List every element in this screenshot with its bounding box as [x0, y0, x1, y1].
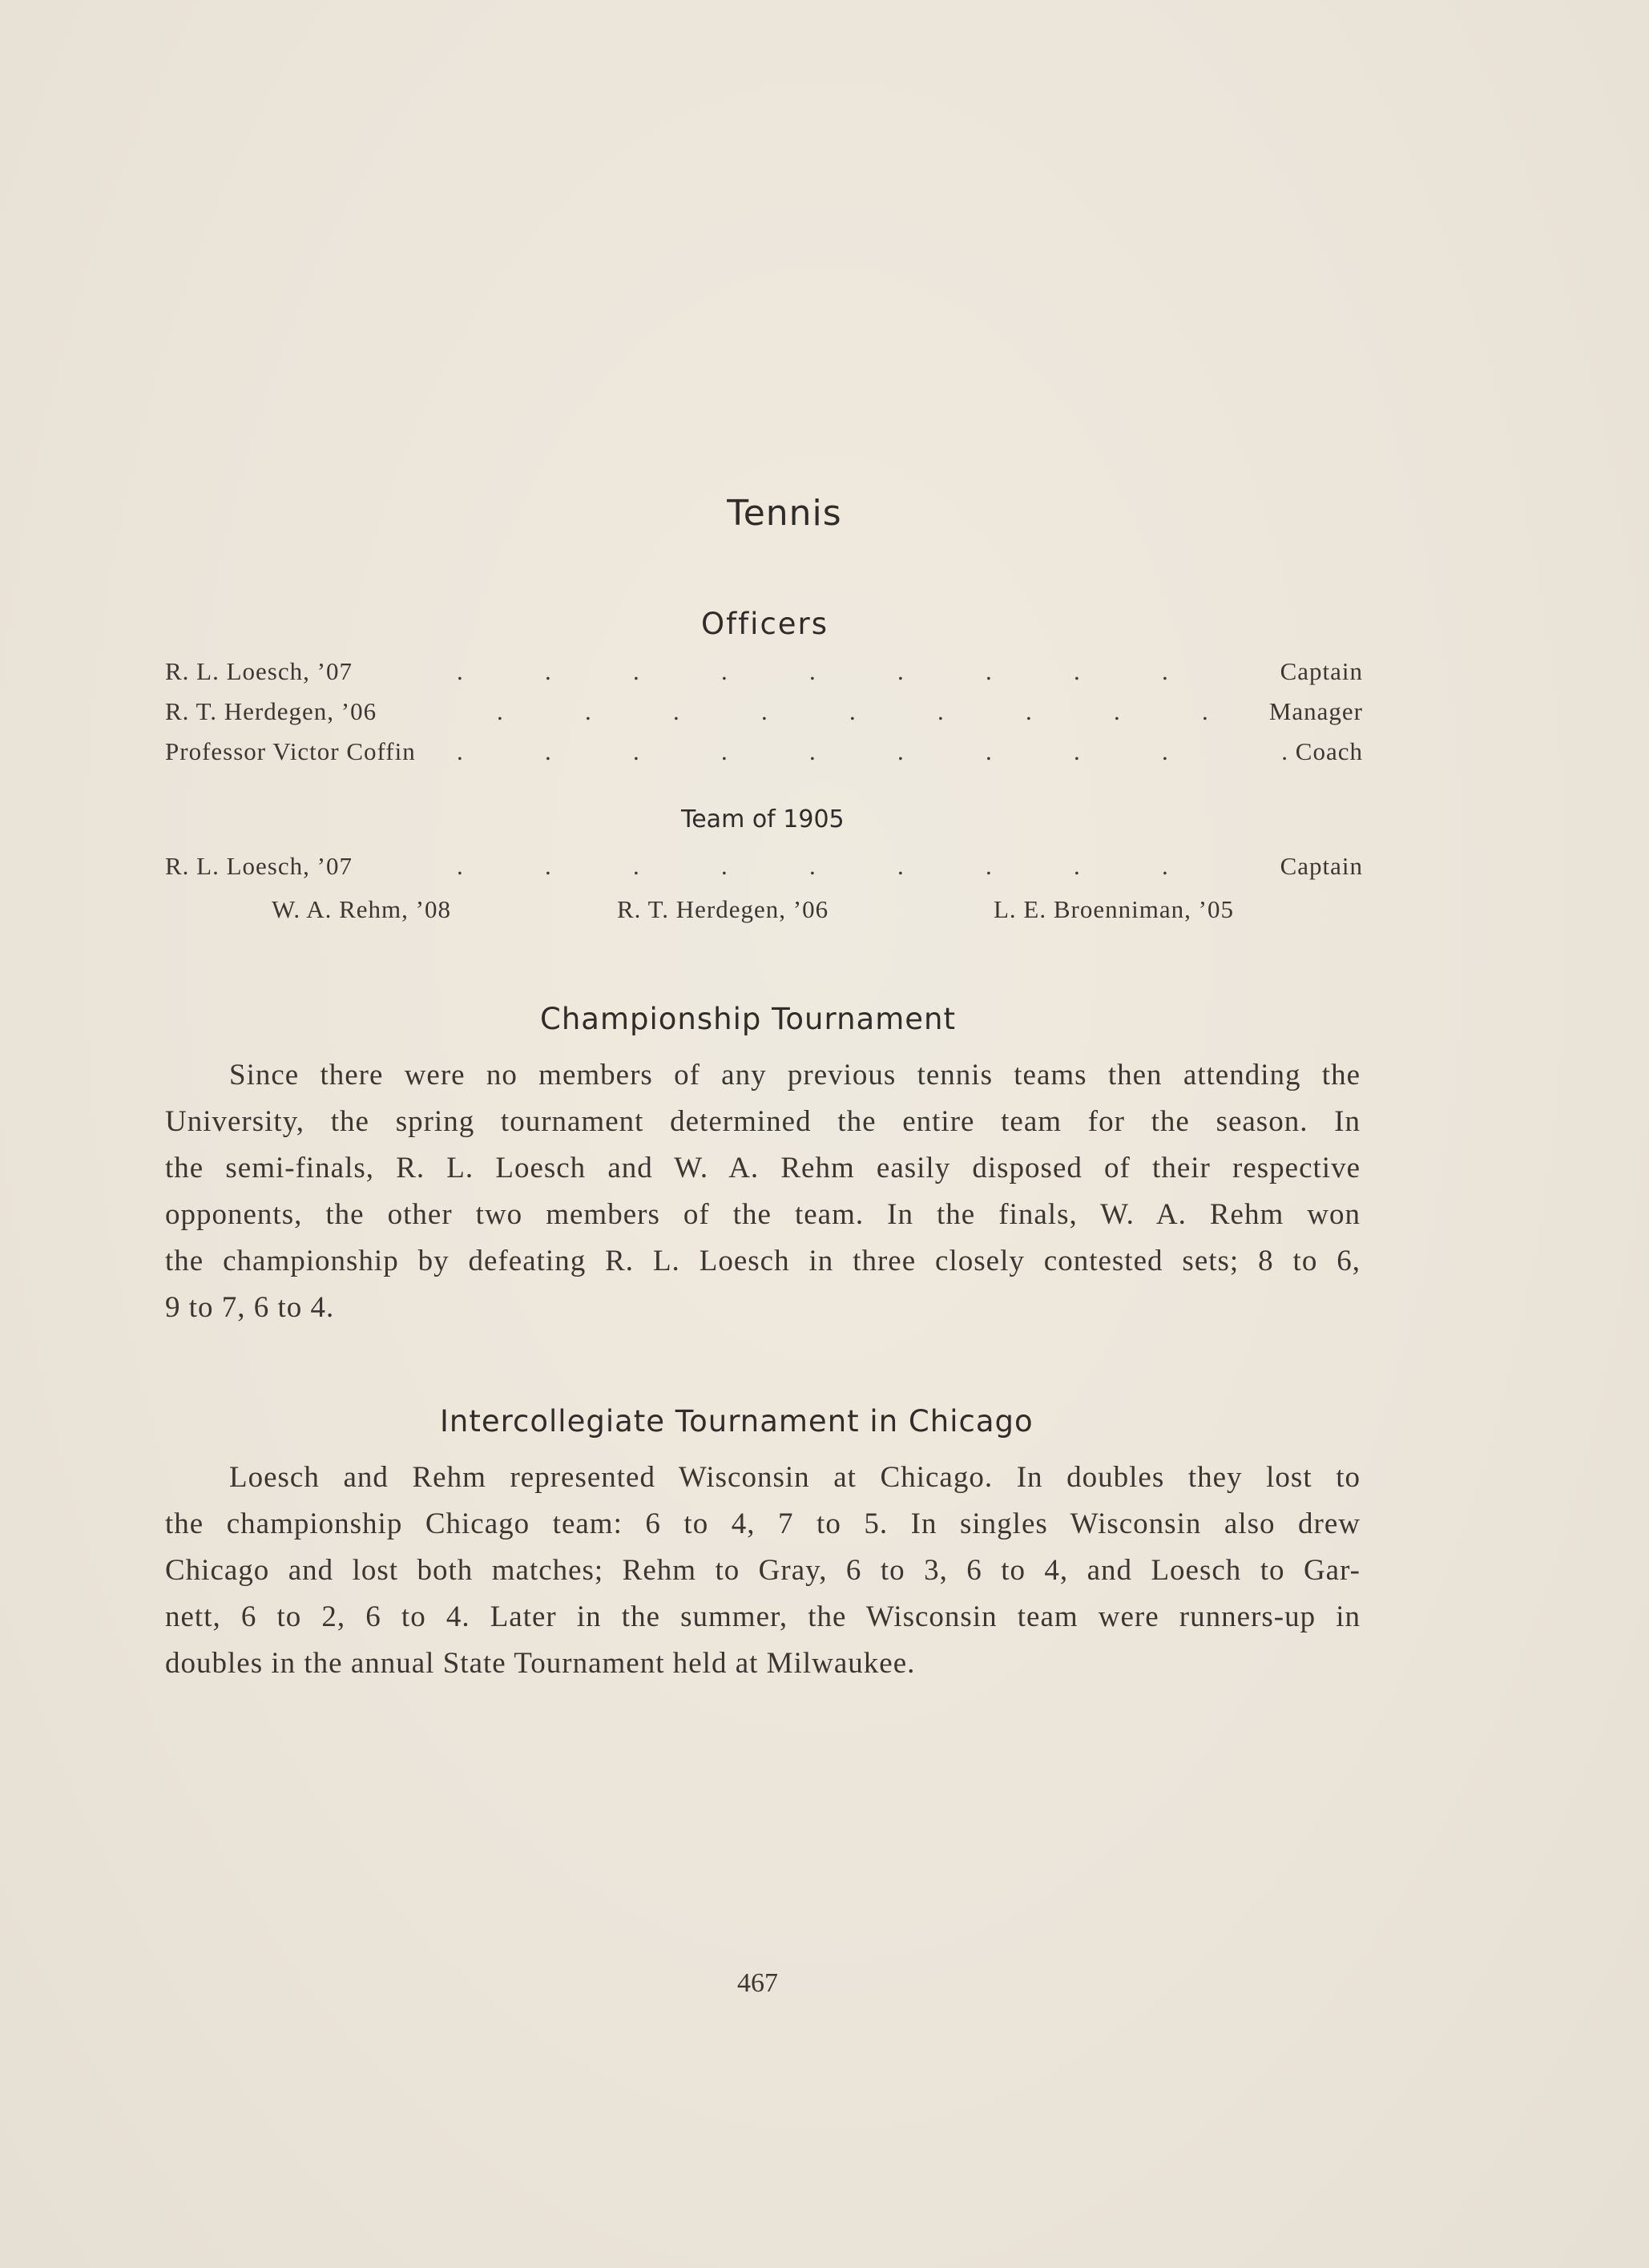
officer-row — [165, 737, 1363, 773]
officer-name: Professor Victor Coffin — [165, 737, 416, 765]
text-line: University, the spring tournament determined the entire team for the season. In — [165, 1105, 1361, 1138]
text-line: nett, 6 to 2, 6 to 4. Later in the summer, the Wisconsin team were runners-up in — [165, 1600, 1361, 1633]
officers-heading: Officers — [701, 607, 829, 641]
text-line: the championship Chicago team: 6 to 4, 7 to 5. In singles Wisconsin also drew — [165, 1507, 1361, 1540]
captain-role: Captain — [1280, 852, 1363, 880]
intercollegiate-heading: Intercollegiate Tournament in Chicago — [440, 1404, 1034, 1439]
text-line: the championship by defeating R. L. Loesch in three closely contested sets; 8 to 6, — [165, 1245, 1361, 1277]
officer-name: R. L. Loesch, ’07 — [165, 657, 353, 685]
officer-role: Captain — [1280, 657, 1363, 685]
team-captain-row — [165, 852, 1363, 887]
text-line: doubles in the annual State Tournament held at Milwaukee. — [165, 1647, 916, 1680]
team-member: W. A. Rehm, ’08 — [272, 895, 451, 923]
officer-name: R. T. Herdegen, ’06 — [165, 697, 377, 725]
championship-paragraph — [165, 1052, 1361, 1331]
team-heading: Team of 1905 — [681, 805, 845, 833]
text-line: Since there were no members of any previous tennis teams then attending the — [229, 1059, 1361, 1092]
leader-dots: . . . . . . . . . — [457, 737, 1169, 765]
text-line: opponents, the other two members of the team. In the finals, W. A. Rehm won — [165, 1198, 1361, 1231]
text-line: the semi-finals, R. L. Loesch and W. A. Rehm easily disposed of their respective — [165, 1152, 1361, 1184]
captain-name: R. L. Loesch, ’07 — [165, 852, 353, 880]
team-member: L. E. Broenniman, ’05 — [994, 895, 1234, 923]
championship-heading: Championship Tournament — [540, 1002, 956, 1036]
text-line: Chicago and lost both matches; Rehm to Gray, 6 to 3, 6 to 4, and Loesch to Gar- — [165, 1554, 1361, 1587]
leader-dots: . . . . . . . . . — [457, 852, 1169, 880]
team-member: R. T. Herdegen, ’06 — [617, 895, 829, 923]
leader-dots: . . . . . . . . . — [457, 657, 1169, 685]
officer-row — [165, 657, 1363, 692]
officer-role: . Coach — [1281, 737, 1363, 765]
intercollegiate-paragraph — [165, 1455, 1361, 1687]
text-line: 9 to 7, 6 to 4. — [165, 1291, 335, 1324]
officer-role: Manager — [1268, 697, 1363, 725]
leader-dots: . . . . . . . . . — [497, 697, 1209, 725]
page-title: Tennis — [727, 493, 842, 534]
officer-row — [165, 697, 1363, 732]
page-number: 467 — [737, 1968, 778, 1998]
text-line: Loesch and Rehm represented Wisconsin at Chicago. In doubles they lost to — [229, 1461, 1361, 1494]
